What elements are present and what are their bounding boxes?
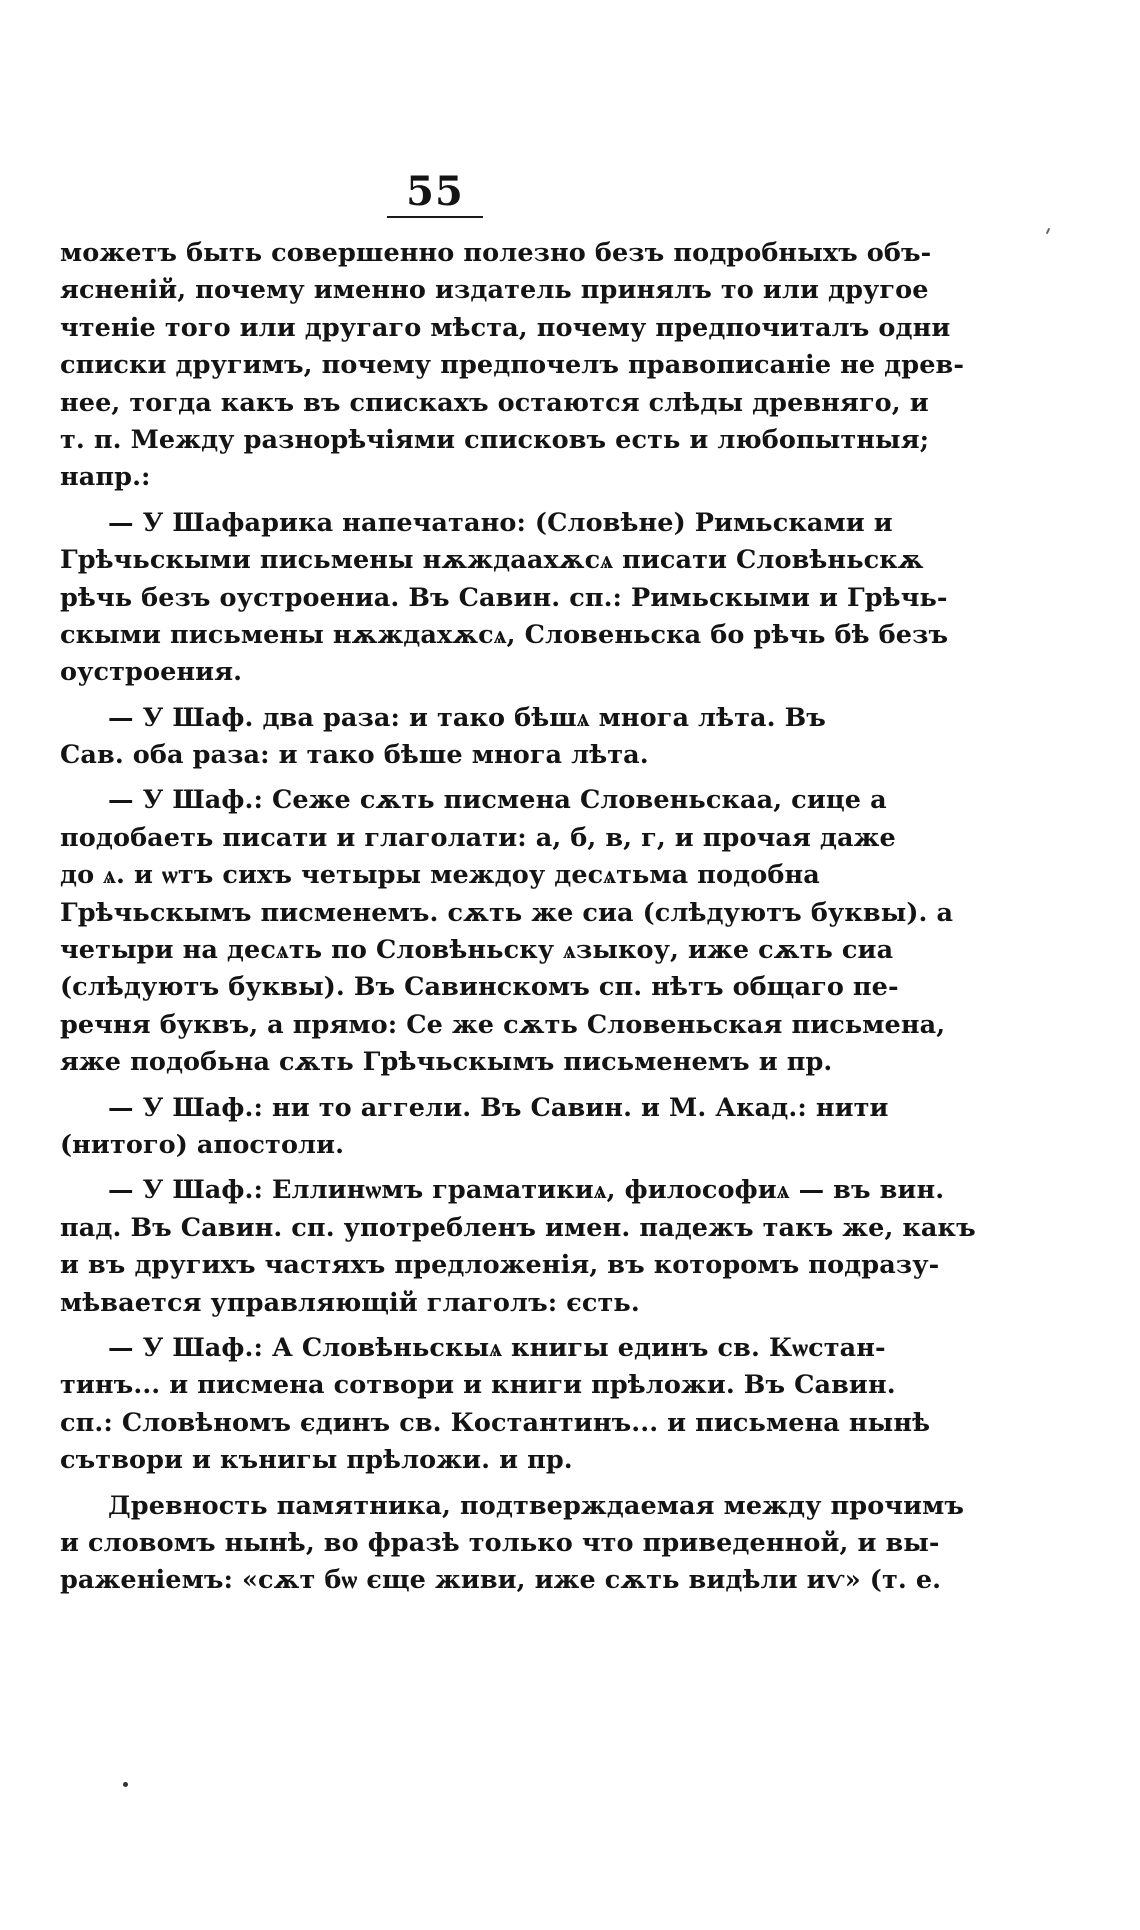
quote-paragraph-start: — У Шаф.: Еллинѡмъ граматикиѧ, философиѧ — въ вин.: [108, 1175, 945, 1206]
text-line: Сав. оба раза: и тако бѣше многа лѣта.: [60, 740, 649, 771]
text-line: ясненій, почему именно издатель принялъ то или другое: [60, 275, 929, 306]
text-line: списки другимъ, почему предпочелъ правописаніе не древ-: [60, 350, 965, 381]
text-line: речня буквъ, а прямо: Се же сѫть Словеньская письмена,: [60, 1009, 946, 1040]
text-line: и въ другихъ частяхъ предложенія, въ которомъ подразу-: [60, 1250, 940, 1281]
text-line: до ѧ. и ѡтъ сихъ четыры междоу десѧтьма подобна: [60, 860, 820, 891]
text-line: Грѣчьскымъ писменемъ. сѫть же сиа (слѣдуютъ буквы). а: [60, 897, 954, 928]
quote-paragraph-start: — У Шаф.: А Словѣньскыѧ книгы единъ св. Кѡстан-: [108, 1332, 886, 1363]
text-line: оустроения.: [60, 657, 243, 688]
page-number: 55: [406, 168, 464, 215]
quote-paragraph-start: — У Шафарика напечатано: (Словѣне) Римьсками и: [108, 507, 893, 538]
text-line: сътвори и кънигы прѣложи. и пр.: [60, 1445, 573, 1476]
text-line: сп.: Словѣномъ єдинъ св. Костантинъ... и письмена нынѣ: [60, 1407, 931, 1438]
text-line: нее, тогда какъ въ спискахъ остаются слѣды древняго, и: [60, 387, 929, 418]
text-line: т. п. Между разнорѣчіями списковъ есть и любопытныя;: [60, 424, 930, 455]
text-line: рѣчь безъ оустроениа. Въ Савин. сп.: Римьскыми и Грѣчь-: [60, 582, 948, 613]
quote-paragraph-start: — У Шаф.: ни то аггели. Въ Савин. и М. Акад.: нити: [108, 1092, 889, 1123]
text-line: и словомъ нынѣ, во фразѣ только что приведенной, и вы-: [60, 1527, 940, 1558]
text-line: мѣвается управляющій глаголъ: єсть.: [60, 1287, 640, 1318]
text-line: яже подобьна сѫть Грѣчьскымъ письменемъ и пр.: [60, 1047, 833, 1078]
text-line: тинъ... и писмена сотвори и книги прѣложи. Въ Савин.: [60, 1370, 896, 1401]
quote-paragraph-start: — У Шаф.: Сеже сѫть писмена Словеньскаа, сице а: [108, 785, 887, 816]
text-line: (нитого) апостоли.: [60, 1129, 345, 1160]
text-line: четыри на десѧть по Словѣньску ѧзыкоу, иже сѫть сиа: [60, 935, 894, 966]
stray-ink-mark: [123, 1782, 128, 1787]
text-line: подобаеть писати и глаголати: а, б, в, г, и прочая даже: [60, 822, 896, 853]
paragraph-start: Древность памятника, подтверждаемая между прочимъ: [108, 1490, 965, 1521]
page-number-rule: [387, 216, 483, 218]
text-line: раженіемъ: «сѫт бѡ єще живи, иже сѫть видѣли иѵ» (т. е.: [60, 1565, 942, 1596]
text-line: (слѣдуютъ буквы). Въ Савинскомъ сп. нѣтъ общаго пе-: [60, 972, 899, 1003]
body-text: [60, 235, 976, 1600]
margin-mark: [1046, 228, 1050, 234]
text-line: можетъ быть совершенно полезно безъ подробныхъ объ-: [60, 238, 932, 268]
quote-paragraph-start: — У Шаф. два раза: и тако бѣшѧ многа лѣта. Въ: [108, 702, 826, 733]
text-line: чтеніе того или другаго мѣста, почему предпочиталъ одни: [60, 312, 951, 343]
text-line: напр.:: [60, 462, 151, 493]
text-line: Грѣчьскыми письмены нѫждаахѫсѧ писати Словѣньскѫ: [60, 545, 924, 576]
text-line: пад. Въ Савин. сп. употребленъ имен. падежъ такъ же, какъ: [60, 1212, 976, 1243]
text-line: скыми письмены нѫждахѫсѧ, Словеньска бо рѣчь бѣ безъ: [60, 619, 949, 650]
